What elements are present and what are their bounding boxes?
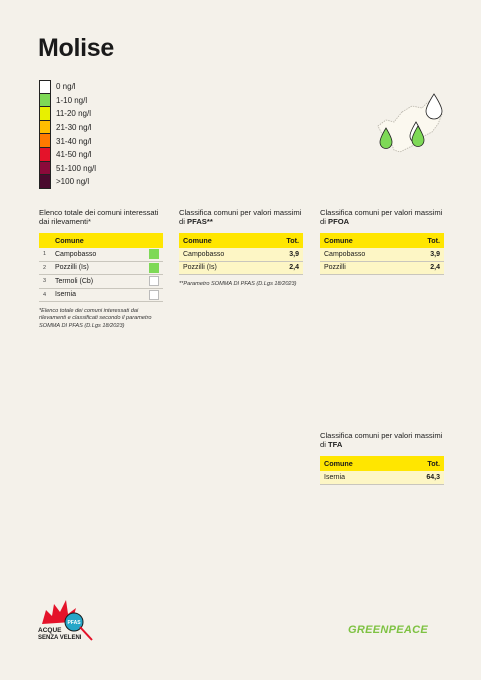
row-name: Campobasso: [183, 250, 225, 258]
column-header-tot: Tot.: [286, 236, 299, 245]
legend-item: [39, 134, 96, 148]
color-indicator: [149, 290, 159, 300]
row-name: Termoli (Cb): [55, 277, 94, 285]
row-total: 3,9: [430, 250, 440, 258]
table-row: [320, 248, 444, 262]
heading-text: Classifica comuni per valori massimi di: [179, 208, 302, 227]
acque-senza-veleni-logo: [36, 596, 98, 642]
pfoa-section: [320, 208, 444, 275]
pfoa-heading: [320, 208, 444, 230]
pfas-heading: [179, 208, 303, 230]
column-header-comune: Comune: [324, 459, 353, 468]
table-row: [39, 248, 163, 262]
tfa-section: [320, 431, 444, 485]
row-total: 2,4: [430, 264, 440, 272]
pfas-table-header: [179, 233, 303, 248]
row-total: 64,3: [426, 473, 440, 481]
tfa-table-header: [320, 456, 444, 471]
water-drop-icon: [426, 94, 442, 119]
legend-swatch: [39, 134, 51, 148]
legend-label: 51-100 ng/l: [56, 163, 97, 173]
column-header-comune: Comune: [55, 236, 84, 245]
column-header-comune: Comune: [324, 236, 353, 245]
row-name: Pozzilli: [324, 264, 346, 272]
legend-item: [39, 121, 96, 135]
page-title: Molise: [38, 34, 114, 62]
color-indicator: [149, 249, 159, 259]
legend-label: 41-50 ng/l: [56, 150, 92, 160]
table-row: [39, 262, 163, 276]
legend-swatch: [39, 162, 51, 176]
pfas-badge-text: PFAS: [67, 620, 81, 626]
legend-label: 11-20 ng/l: [56, 109, 91, 119]
logo-line-1: ACQUE: [38, 627, 62, 634]
row-total: 2,4: [289, 264, 299, 272]
legend-swatch: [39, 148, 51, 162]
legend-item: [39, 107, 96, 121]
legend-swatch: [39, 94, 51, 108]
row-number: 3: [43, 278, 47, 285]
color-indicator: [149, 276, 159, 286]
legend-label: 21-30 ng/l: [56, 123, 92, 133]
legend-label: 1-10 ng/l: [56, 95, 88, 105]
legend-item: [39, 148, 96, 162]
column-header-tot: Tot.: [427, 236, 440, 245]
row-name: Pozzilli (Is): [55, 264, 89, 272]
legend-item: [39, 175, 96, 189]
row-name: Isernia: [55, 291, 77, 299]
row-name: Pozzilli (Is): [183, 264, 217, 272]
legend-swatch: [39, 175, 51, 189]
table-row: [320, 471, 444, 485]
comuni-section: [39, 208, 163, 330]
table-row: [39, 275, 163, 289]
pfas-section: [179, 208, 303, 288]
greenpeace-logo: GREENPEACE: [348, 624, 429, 636]
comuni-footnote: *Elenco totale dei comuni interessati dai rilevamenti e classificati secondo il parametro SOMMA DI PFAS (D.Lgs 18/2023): [39, 308, 152, 329]
legend: [39, 80, 96, 189]
legend-swatch: [39, 121, 51, 135]
color-indicator: [149, 263, 159, 273]
row-total: 3,9: [289, 250, 299, 258]
pfas-footnote: **Parametro SOMMA DI PFAS (D.Lgs 18/2023): [179, 281, 297, 287]
row-name: Campobasso: [324, 250, 366, 258]
heading-text: Classifica comuni per valori massimi di: [320, 208, 443, 227]
column-header-comune: Comune: [183, 236, 212, 245]
table-row: [179, 248, 303, 262]
legend-swatch: [39, 107, 51, 121]
legend-item: [39, 94, 96, 108]
heading-bold: PFOA: [328, 217, 350, 227]
logo-line-2: SENZA VELENI: [38, 635, 82, 641]
legend-label: 31-40 ng/l: [56, 136, 92, 146]
heading-bold: TFA: [328, 440, 343, 450]
comuni-heading: Elenco totale dei comuni interessati dai rilevamenti*: [39, 208, 159, 227]
row-name: Campobasso: [55, 250, 97, 258]
legend-item: [39, 162, 96, 176]
row-number: 2: [43, 264, 47, 271]
legend-swatch: [39, 80, 51, 94]
comuni-table-header: [39, 233, 163, 248]
legend-label: >100 ng/l: [56, 177, 90, 187]
legend-item: [39, 80, 96, 94]
strike-line: [80, 627, 92, 640]
heading-text: Classifica comuni per valori massimi di: [320, 431, 443, 450]
row-number: 1: [43, 251, 47, 258]
table-row: [39, 289, 163, 303]
heading-bold: PFAS**: [187, 217, 213, 227]
legend-label: 0 ng/l: [56, 82, 76, 92]
row-name: Isernia: [324, 473, 346, 481]
row-number: 4: [43, 291, 47, 298]
table-row: [320, 262, 444, 276]
tfa-heading: [320, 431, 444, 453]
column-header-tot: Tot.: [427, 459, 440, 468]
pfoa-table-header: [320, 233, 444, 248]
region-map: [372, 92, 444, 156]
table-row: [179, 262, 303, 276]
